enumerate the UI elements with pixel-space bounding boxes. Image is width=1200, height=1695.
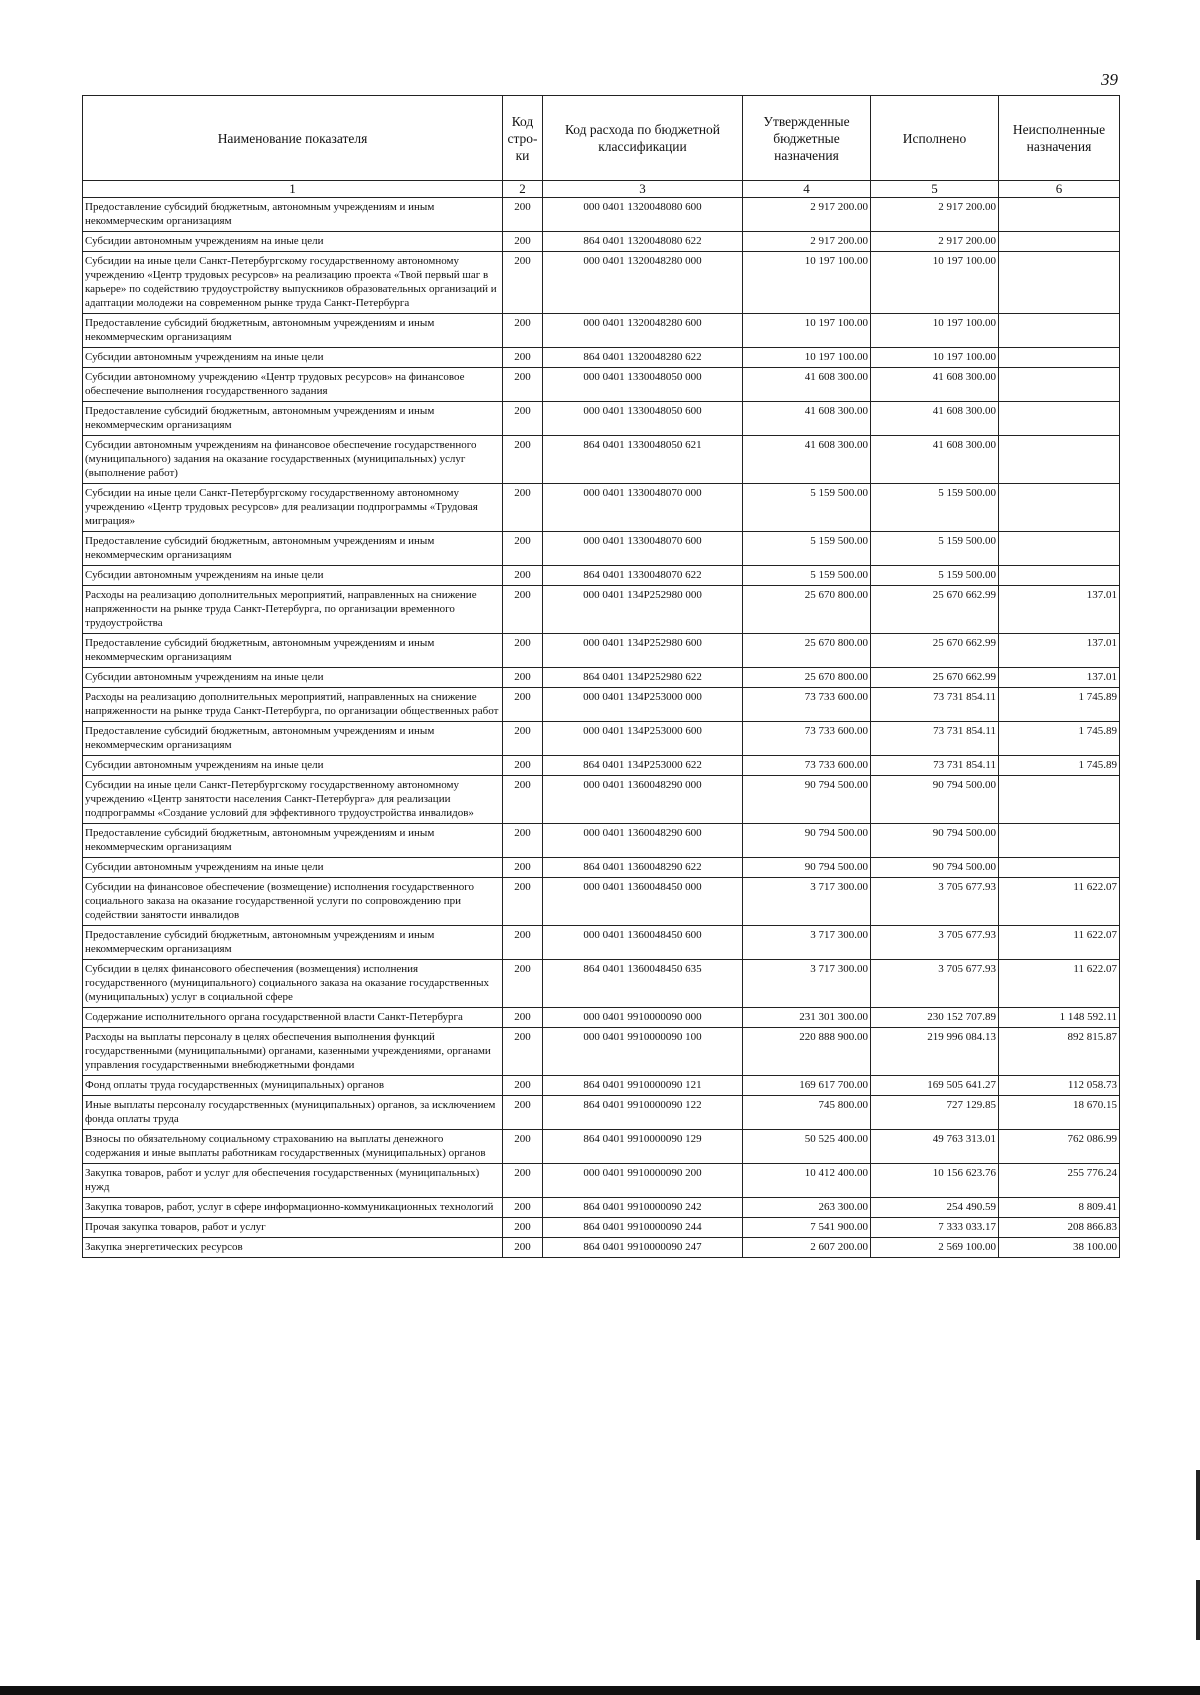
column-number: 4 bbox=[743, 181, 871, 198]
row-line-code: 200 bbox=[503, 688, 543, 722]
row-approved: 90 794 500.00 bbox=[743, 824, 871, 858]
row-line-code: 200 bbox=[503, 776, 543, 824]
table-row bbox=[83, 368, 1120, 402]
row-executed: 73 731 854.11 bbox=[871, 756, 999, 776]
row-expense-code: 000 0401 9910000090 200 bbox=[543, 1164, 743, 1198]
table-row bbox=[83, 858, 1120, 878]
row-line-code: 200 bbox=[503, 634, 543, 668]
row-expense-code: 000 0401 1330048050 000 bbox=[543, 368, 743, 402]
row-unexecuted bbox=[999, 402, 1120, 436]
row-executed: 90 794 500.00 bbox=[871, 824, 999, 858]
row-approved: 25 670 800.00 bbox=[743, 586, 871, 634]
row-executed: 3 705 677.93 bbox=[871, 878, 999, 926]
row-approved: 745 800.00 bbox=[743, 1096, 871, 1130]
row-name: Предоставление субсидий бюджетным, автономным учреждениям и иным некоммерческим организациям bbox=[83, 198, 503, 232]
table-row bbox=[83, 314, 1120, 348]
scan-bottom-edge bbox=[0, 1686, 1200, 1695]
table-row bbox=[83, 1096, 1120, 1130]
row-expense-code: 000 0401 134P253000 000 bbox=[543, 688, 743, 722]
row-name: Предоставление субсидий бюджетным, автономным учреждениям и иным некоммерческим организациям bbox=[83, 824, 503, 858]
row-unexecuted bbox=[999, 252, 1120, 314]
budget-execution-table bbox=[82, 95, 1120, 1258]
table-row bbox=[83, 1198, 1120, 1218]
row-unexecuted: 1 148 592.11 bbox=[999, 1008, 1120, 1028]
table-row bbox=[83, 960, 1120, 1008]
row-approved: 220 888 900.00 bbox=[743, 1028, 871, 1076]
row-executed: 49 763 313.01 bbox=[871, 1130, 999, 1164]
row-unexecuted: 38 100.00 bbox=[999, 1238, 1120, 1258]
table-row bbox=[83, 436, 1120, 484]
table-row bbox=[83, 1238, 1120, 1258]
header-expense-code: Код расхода по бюджетной классификации bbox=[543, 96, 743, 181]
row-executed: 41 608 300.00 bbox=[871, 436, 999, 484]
column-number: 6 bbox=[999, 181, 1120, 198]
row-line-code: 200 bbox=[503, 402, 543, 436]
table-row bbox=[83, 348, 1120, 368]
row-executed: 7 333 033.17 bbox=[871, 1218, 999, 1238]
row-unexecuted: 8 809.41 bbox=[999, 1198, 1120, 1218]
table-body bbox=[83, 198, 1120, 1258]
row-approved: 41 608 300.00 bbox=[743, 436, 871, 484]
row-name: Взносы по обязательному социальному страхованию на выплаты денежного содержания и иные выплаты работникам государственных (муниципальных) органов bbox=[83, 1130, 503, 1164]
row-unexecuted bbox=[999, 824, 1120, 858]
table-row bbox=[83, 634, 1120, 668]
row-executed: 5 159 500.00 bbox=[871, 484, 999, 532]
row-line-code: 200 bbox=[503, 566, 543, 586]
row-line-code: 200 bbox=[503, 960, 543, 1008]
row-expense-code: 000 0401 1330048070 000 bbox=[543, 484, 743, 532]
row-line-code: 200 bbox=[503, 484, 543, 532]
row-approved: 5 159 500.00 bbox=[743, 532, 871, 566]
row-unexecuted: 18 670.15 bbox=[999, 1096, 1120, 1130]
row-expense-code: 000 0401 1360048290 600 bbox=[543, 824, 743, 858]
row-approved: 3 717 300.00 bbox=[743, 878, 871, 926]
row-name: Прочая закупка товаров, работ и услуг bbox=[83, 1218, 503, 1238]
row-approved: 5 159 500.00 bbox=[743, 566, 871, 586]
table-row bbox=[83, 586, 1120, 634]
table-row bbox=[83, 402, 1120, 436]
row-name: Субсидии на иные цели Санкт-Петербургскому государственному автономному учреждению «Центр занятости населения Санкт-Петербурга» для реализации подпрограммы «Создание условий для эффективного трудоустройства инвалидов» bbox=[83, 776, 503, 824]
table-row bbox=[83, 688, 1120, 722]
table-row bbox=[83, 484, 1120, 532]
table-row bbox=[83, 1076, 1120, 1096]
row-line-code: 200 bbox=[503, 1028, 543, 1076]
row-name: Расходы на реализацию дополнительных мероприятий, направленных на снижение напряженности на рынке труда Санкт-Петербурга, по организации временного трудоустройства bbox=[83, 586, 503, 634]
row-expense-code: 000 0401 1360048450 000 bbox=[543, 878, 743, 926]
column-number: 1 bbox=[83, 181, 503, 198]
row-approved: 3 717 300.00 bbox=[743, 926, 871, 960]
table-row bbox=[83, 1130, 1120, 1164]
table-row bbox=[83, 198, 1120, 232]
row-approved: 231 301 300.00 bbox=[743, 1008, 871, 1028]
row-executed: 254 490.59 bbox=[871, 1198, 999, 1218]
row-unexecuted: 137.01 bbox=[999, 668, 1120, 688]
row-expense-code: 864 0401 9910000090 129 bbox=[543, 1130, 743, 1164]
row-line-code: 200 bbox=[503, 532, 543, 566]
row-executed: 230 152 707.89 bbox=[871, 1008, 999, 1028]
row-executed: 5 159 500.00 bbox=[871, 566, 999, 586]
row-line-code: 200 bbox=[503, 722, 543, 756]
table-row bbox=[83, 878, 1120, 926]
row-name: Закупка товаров, работ и услуг для обеспечения государственных (муниципальных) нужд bbox=[83, 1164, 503, 1198]
row-name: Субсидии автономному учреждению «Центр трудовых ресурсов» на финансовое обеспечение выполнения государственного задания bbox=[83, 368, 503, 402]
row-unexecuted bbox=[999, 776, 1120, 824]
row-name: Расходы на реализацию дополнительных мероприятий, направленных на снижение напряженности на рынке труда Санкт-Петербурга, по организации общественных работ bbox=[83, 688, 503, 722]
row-expense-code: 000 0401 134P252980 000 bbox=[543, 586, 743, 634]
row-executed: 2 917 200.00 bbox=[871, 198, 999, 232]
row-approved: 73 733 600.00 bbox=[743, 722, 871, 756]
row-expense-code: 000 0401 1360048450 600 bbox=[543, 926, 743, 960]
row-line-code: 200 bbox=[503, 1164, 543, 1198]
row-approved: 5 159 500.00 bbox=[743, 484, 871, 532]
column-number: 5 bbox=[871, 181, 999, 198]
table-row bbox=[83, 824, 1120, 858]
row-executed: 5 159 500.00 bbox=[871, 532, 999, 566]
row-approved: 263 300.00 bbox=[743, 1198, 871, 1218]
table-row bbox=[83, 232, 1120, 252]
row-expense-code: 000 0401 9910000090 100 bbox=[543, 1028, 743, 1076]
page-number: 39 bbox=[1101, 70, 1118, 89]
row-line-code: 200 bbox=[503, 1130, 543, 1164]
row-executed: 25 670 662.99 bbox=[871, 634, 999, 668]
row-approved: 90 794 500.00 bbox=[743, 776, 871, 824]
table-row bbox=[83, 668, 1120, 688]
row-line-code: 200 bbox=[503, 858, 543, 878]
row-line-code: 200 bbox=[503, 252, 543, 314]
row-expense-code: 000 0401 134P252980 600 bbox=[543, 634, 743, 668]
row-expense-code: 000 0401 1320048080 600 bbox=[543, 198, 743, 232]
row-executed: 3 705 677.93 bbox=[871, 926, 999, 960]
table-row bbox=[83, 776, 1120, 824]
row-name: Субсидии автономным учреждениям на иные цели bbox=[83, 858, 503, 878]
row-expense-code: 000 0401 134P253000 600 bbox=[543, 722, 743, 756]
row-executed: 90 794 500.00 bbox=[871, 776, 999, 824]
row-name: Фонд оплаты труда государственных (муниципальных) органов bbox=[83, 1076, 503, 1096]
row-unexecuted: 11 622.07 bbox=[999, 878, 1120, 926]
header-indicator-name: Наименование показателя bbox=[83, 96, 503, 181]
row-unexecuted bbox=[999, 198, 1120, 232]
row-executed: 2 569 100.00 bbox=[871, 1238, 999, 1258]
row-line-code: 200 bbox=[503, 756, 543, 776]
row-name: Субсидии на иные цели Санкт-Петербургскому государственному автономному учреждению «Центр трудовых ресурсов» на реализацию проекта «Твой первый шаг в карьере» по содействию трудоустройству выпускников образовательных организаций и адаптации молодежи на современном рынке труда Санкт-Петербурга bbox=[83, 252, 503, 314]
row-unexecuted: 762 086.99 bbox=[999, 1130, 1120, 1164]
row-approved: 10 197 100.00 bbox=[743, 348, 871, 368]
row-unexecuted: 892 815.87 bbox=[999, 1028, 1120, 1076]
row-line-code: 200 bbox=[503, 232, 543, 252]
row-line-code: 200 bbox=[503, 1198, 543, 1218]
table-row bbox=[83, 756, 1120, 776]
row-unexecuted bbox=[999, 532, 1120, 566]
row-executed: 10 197 100.00 bbox=[871, 252, 999, 314]
row-name: Предоставление субсидий бюджетным, автономным учреждениям и иным некоммерческим организациям bbox=[83, 402, 503, 436]
row-approved: 10 197 100.00 bbox=[743, 252, 871, 314]
row-name: Предоставление субсидий бюджетным, автономным учреждениям и иным некоммерческим организациям bbox=[83, 926, 503, 960]
column-number: 3 bbox=[543, 181, 743, 198]
row-name: Закупка товаров, работ, услуг в сфере информационно-коммуникационных технологий bbox=[83, 1198, 503, 1218]
row-line-code: 200 bbox=[503, 348, 543, 368]
row-name: Субсидии автономным учреждениям на финансовое обеспечение государственного (муниципального) задания на оказание государственных (муниципальных) услуг (выполнение работ) bbox=[83, 436, 503, 484]
row-unexecuted: 1 745.89 bbox=[999, 722, 1120, 756]
row-unexecuted bbox=[999, 566, 1120, 586]
row-executed: 169 505 641.27 bbox=[871, 1076, 999, 1096]
row-line-code: 200 bbox=[503, 926, 543, 960]
row-expense-code: 864 0401 9910000090 242 bbox=[543, 1198, 743, 1218]
column-number: 2 bbox=[503, 181, 543, 198]
row-line-code: 200 bbox=[503, 198, 543, 232]
row-expense-code: 864 0401 1320048080 622 bbox=[543, 232, 743, 252]
row-approved: 169 617 700.00 bbox=[743, 1076, 871, 1096]
row-executed: 73 731 854.11 bbox=[871, 688, 999, 722]
table-header-row bbox=[83, 96, 1120, 181]
row-unexecuted: 208 866.83 bbox=[999, 1218, 1120, 1238]
row-executed: 90 794 500.00 bbox=[871, 858, 999, 878]
row-approved: 7 541 900.00 bbox=[743, 1218, 871, 1238]
row-expense-code: 864 0401 9910000090 247 bbox=[543, 1238, 743, 1258]
row-expense-code: 000 0401 9910000090 000 bbox=[543, 1008, 743, 1028]
row-line-code: 200 bbox=[503, 878, 543, 926]
row-executed: 10 197 100.00 bbox=[871, 348, 999, 368]
header-approved: Утвержденные бюджетные назначения bbox=[743, 96, 871, 181]
row-name: Предоставление субсидий бюджетным, автономным учреждениям и иным некоммерческим организациям bbox=[83, 634, 503, 668]
row-line-code: 200 bbox=[503, 824, 543, 858]
row-executed: 41 608 300.00 bbox=[871, 368, 999, 402]
header-executed: Исполнено bbox=[871, 96, 999, 181]
row-unexecuted: 137.01 bbox=[999, 634, 1120, 668]
row-unexecuted bbox=[999, 368, 1120, 402]
row-unexecuted bbox=[999, 314, 1120, 348]
column-number-row bbox=[83, 181, 1120, 198]
row-name: Предоставление субсидий бюджетным, автономным учреждениям и иным некоммерческим организациям bbox=[83, 314, 503, 348]
row-executed: 10 156 623.76 bbox=[871, 1164, 999, 1198]
row-expense-code: 864 0401 1330048070 622 bbox=[543, 566, 743, 586]
row-unexecuted: 112 058.73 bbox=[999, 1076, 1120, 1096]
row-approved: 2 917 200.00 bbox=[743, 232, 871, 252]
table-row bbox=[83, 566, 1120, 586]
row-expense-code: 000 0401 1330048050 600 bbox=[543, 402, 743, 436]
row-line-code: 200 bbox=[503, 368, 543, 402]
row-line-code: 200 bbox=[503, 668, 543, 688]
row-executed: 73 731 854.11 bbox=[871, 722, 999, 756]
row-line-code: 200 bbox=[503, 1076, 543, 1096]
row-approved: 50 525 400.00 bbox=[743, 1130, 871, 1164]
row-approved: 73 733 600.00 bbox=[743, 688, 871, 722]
scan-edge-mark bbox=[1196, 1580, 1200, 1640]
row-line-code: 200 bbox=[503, 1218, 543, 1238]
row-expense-code: 864 0401 1330048050 621 bbox=[543, 436, 743, 484]
row-expense-code: 864 0401 1320048280 622 bbox=[543, 348, 743, 368]
header-unexecuted: Неисполненные назначения bbox=[999, 96, 1120, 181]
row-line-code: 200 bbox=[503, 1008, 543, 1028]
table-row bbox=[83, 1008, 1120, 1028]
row-approved: 10 197 100.00 bbox=[743, 314, 871, 348]
row-unexecuted: 1 745.89 bbox=[999, 688, 1120, 722]
row-approved: 25 670 800.00 bbox=[743, 668, 871, 688]
table-row bbox=[83, 532, 1120, 566]
row-line-code: 200 bbox=[503, 1238, 543, 1258]
row-executed: 2 917 200.00 bbox=[871, 232, 999, 252]
row-approved: 2 607 200.00 bbox=[743, 1238, 871, 1258]
row-name: Иные выплаты персоналу государственных (муниципальных) органов, за исключением фонда оплаты труда bbox=[83, 1096, 503, 1130]
row-unexecuted bbox=[999, 484, 1120, 532]
row-unexecuted: 11 622.07 bbox=[999, 960, 1120, 1008]
table-row bbox=[83, 926, 1120, 960]
row-executed: 25 670 662.99 bbox=[871, 668, 999, 688]
row-executed: 219 996 084.13 bbox=[871, 1028, 999, 1076]
table-row bbox=[83, 252, 1120, 314]
row-expense-code: 864 0401 1360048290 622 bbox=[543, 858, 743, 878]
row-unexecuted: 137.01 bbox=[999, 586, 1120, 634]
row-name: Субсидии автономным учреждениям на иные цели bbox=[83, 668, 503, 688]
row-approved: 73 733 600.00 bbox=[743, 756, 871, 776]
table-row bbox=[83, 1218, 1120, 1238]
row-expense-code: 000 0401 1330048070 600 bbox=[543, 532, 743, 566]
row-unexecuted bbox=[999, 232, 1120, 252]
row-name: Предоставление субсидий бюджетным, автономным учреждениям и иным некоммерческим организациям bbox=[83, 532, 503, 566]
row-expense-code: 000 0401 1360048290 000 bbox=[543, 776, 743, 824]
row-unexecuted: 11 622.07 bbox=[999, 926, 1120, 960]
row-name: Субсидии на иные цели Санкт-Петербургскому государственному автономному учреждению «Центр трудовых ресурсов» для реализации подпрограммы «Трудовая миграция» bbox=[83, 484, 503, 532]
row-name: Субсидии автономным учреждениям на иные цели bbox=[83, 756, 503, 776]
row-executed: 41 608 300.00 bbox=[871, 402, 999, 436]
row-approved: 90 794 500.00 bbox=[743, 858, 871, 878]
row-name: Субсидии на финансовое обеспечение (возмещение) исполнения государственного социального заказа на оказание государственной услуги по сопровождению при содействии занятости инвалидов bbox=[83, 878, 503, 926]
row-name: Субсидии автономным учреждениям на иные цели bbox=[83, 348, 503, 368]
row-line-code: 200 bbox=[503, 1096, 543, 1130]
row-approved: 10 412 400.00 bbox=[743, 1164, 871, 1198]
row-expense-code: 864 0401 134P253000 622 bbox=[543, 756, 743, 776]
header-line-code: Код стро-ки bbox=[503, 96, 543, 181]
row-expense-code: 000 0401 1320048280 000 bbox=[543, 252, 743, 314]
row-executed: 10 197 100.00 bbox=[871, 314, 999, 348]
row-expense-code: 000 0401 1320048280 600 bbox=[543, 314, 743, 348]
row-approved: 41 608 300.00 bbox=[743, 368, 871, 402]
row-expense-code: 864 0401 1360048450 635 bbox=[543, 960, 743, 1008]
row-executed: 727 129.85 bbox=[871, 1096, 999, 1130]
row-unexecuted: 255 776.24 bbox=[999, 1164, 1120, 1198]
row-expense-code: 864 0401 9910000090 244 bbox=[543, 1218, 743, 1238]
row-expense-code: 864 0401 9910000090 121 bbox=[543, 1076, 743, 1096]
row-expense-code: 864 0401 9910000090 122 bbox=[543, 1096, 743, 1130]
row-unexecuted bbox=[999, 858, 1120, 878]
row-name: Расходы на выплаты персоналу в целях обеспечения выполнения функций государственными (муниципальными) органами, казенными учреждениями, органами управления государственными внебюджетными фондами bbox=[83, 1028, 503, 1076]
row-approved: 25 670 800.00 bbox=[743, 634, 871, 668]
scan-edge-mark bbox=[1196, 1470, 1200, 1540]
row-name: Содержание исполнительного органа государственной власти Санкт-Петербурга bbox=[83, 1008, 503, 1028]
row-line-code: 200 bbox=[503, 314, 543, 348]
table-row bbox=[83, 722, 1120, 756]
row-name: Закупка энергетических ресурсов bbox=[83, 1238, 503, 1258]
row-unexecuted bbox=[999, 348, 1120, 368]
row-name: Субсидии автономным учреждениям на иные цели bbox=[83, 566, 503, 586]
row-line-code: 200 bbox=[503, 586, 543, 634]
row-approved: 41 608 300.00 bbox=[743, 402, 871, 436]
row-name: Субсидии в целях финансового обеспечения (возмещения) исполнения государственного (муниципального) социального заказа на оказание государственных (муниципальных) услуг в социальной сфере bbox=[83, 960, 503, 1008]
row-executed: 25 670 662.99 bbox=[871, 586, 999, 634]
row-approved: 3 717 300.00 bbox=[743, 960, 871, 1008]
table-row bbox=[83, 1028, 1120, 1076]
row-expense-code: 864 0401 134P252980 622 bbox=[543, 668, 743, 688]
row-approved: 2 917 200.00 bbox=[743, 198, 871, 232]
row-name: Субсидии автономным учреждениям на иные цели bbox=[83, 232, 503, 252]
row-unexecuted: 1 745.89 bbox=[999, 756, 1120, 776]
table-row bbox=[83, 1164, 1120, 1198]
row-name: Предоставление субсидий бюджетным, автономным учреждениям и иным некоммерческим организациям bbox=[83, 722, 503, 756]
row-executed: 3 705 677.93 bbox=[871, 960, 999, 1008]
row-line-code: 200 bbox=[503, 436, 543, 484]
row-unexecuted bbox=[999, 436, 1120, 484]
